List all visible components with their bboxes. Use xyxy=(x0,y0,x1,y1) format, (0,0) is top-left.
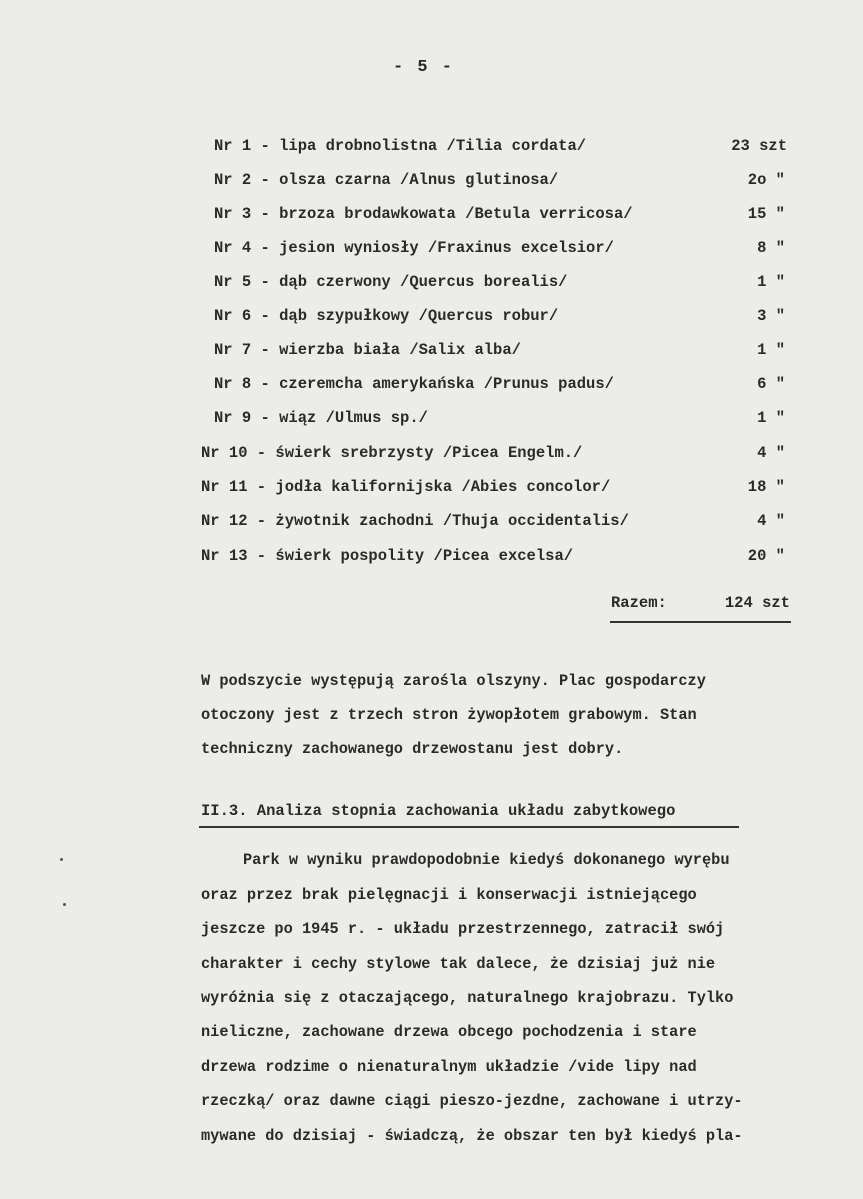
paragraph-text: rzeczką/ oraz dawne ciągi pieszo-jezdne, zachowane i utrzy- xyxy=(201,1092,743,1110)
inventory-item-label: Nr 13 - świerk pospolity /Picea excelsa/ xyxy=(201,547,574,565)
inventory-item-label: Nr 11 - jodła kalifornijska /Abies concolor/ xyxy=(201,478,611,496)
inventory-item-label: Nr 6 - dąb szypułkowy /Quercus robur/ xyxy=(214,307,559,325)
paragraph-text: W podszycie występują zarośla olszyny. Plac gospodarczy xyxy=(201,672,706,690)
inventory-item-label: Nr 12 - żywotnik zachodni /Thuja occidentalis/ xyxy=(201,512,629,530)
inventory-item-label: Nr 1 - lipa drobnolistna /Tilia cordata/ xyxy=(214,137,587,155)
inventory-row xyxy=(0,547,863,575)
inventory-item-qty: 20 " xyxy=(747,547,785,565)
total-value: 124 szt xyxy=(724,594,790,612)
paragraph-text: mywane do dzisiaj - świadczą, że obszar ten był kiedyś pla- xyxy=(201,1127,743,1145)
paragraph-text: wyróżnia się z otaczającego, naturalnego krajobrazu. Tylko xyxy=(201,989,734,1007)
margin-dot xyxy=(63,903,66,906)
section-heading: II.3. Analiza stopnia zachowania układu zabytkowego xyxy=(201,802,676,820)
inventory-item-label: Nr 2 - olsza czarna /Alnus glutinosa/ xyxy=(214,171,559,189)
inventory-row xyxy=(0,341,863,369)
inventory-row xyxy=(0,239,863,267)
inventory-item-qty: 4 " xyxy=(757,512,785,530)
paragraph-text: otoczony jest z trzech stron żywopłotem grabowym. Stan xyxy=(201,706,697,724)
inventory-row xyxy=(0,137,863,165)
inventory-item-qty: 1 " xyxy=(757,409,785,427)
paragraph-text: oraz przez brak pielęgnacji i konserwacji istniejącego xyxy=(201,886,697,904)
inventory-item-label: Nr 5 - dąb czerwony /Quercus borealis/ xyxy=(214,273,568,291)
inventory-item-qty: 4 " xyxy=(757,444,785,462)
inventory-item-qty: 1 " xyxy=(757,273,785,291)
inventory-item-qty: 2o " xyxy=(747,171,785,189)
inventory-row xyxy=(0,307,863,335)
total-row xyxy=(0,594,863,622)
inventory-row xyxy=(0,205,863,233)
inventory-item-qty: 8 " xyxy=(757,239,785,257)
paragraph-text: techniczny zachowanego drzewostanu jest dobry. xyxy=(201,740,624,758)
paragraph-text: charakter i cechy stylowe tak dalece, że dzisiaj już nie xyxy=(201,955,716,973)
inventory-item-qty: 18 " xyxy=(747,478,785,496)
inventory-row xyxy=(0,273,863,301)
inventory-item-label: Nr 10 - świerk srebrzysty /Picea Engelm./ xyxy=(201,444,583,462)
inventory-item-label: Nr 3 - brzoza brodawkowata /Betula verricosa/ xyxy=(214,205,633,223)
paragraph-text: nieliczne, zachowane drzewa obcego pochodzenia i stare xyxy=(201,1023,697,1041)
inventory-item-label: Nr 4 - jesion wyniosły /Fraxinus excelsior/ xyxy=(214,239,614,257)
inventory-row xyxy=(0,409,863,437)
inventory-row xyxy=(0,444,863,472)
inventory-item-qty: 3 " xyxy=(757,307,785,325)
margin-dot xyxy=(60,858,63,861)
inventory-item-label: Nr 9 - wiąz /Ulmus sp./ xyxy=(214,409,428,427)
inventory-row xyxy=(0,478,863,506)
inventory-item-qty: 15 " xyxy=(747,205,785,223)
inventory-item-qty: 6 " xyxy=(757,375,785,393)
inventory-row xyxy=(0,375,863,403)
total-underline xyxy=(610,621,791,623)
paragraph-text: jeszcze po 1945 r. - układu przestrzennego, zatracił swój xyxy=(201,920,725,938)
inventory-item-qty: 23 szt xyxy=(731,137,787,155)
inventory-row xyxy=(0,512,863,540)
total-label: Razem: xyxy=(611,594,667,612)
paragraph-text: Park w wyniku prawdopodobnie kiedyś dokonanego wyrębu xyxy=(243,851,730,869)
inventory-row xyxy=(0,171,863,199)
inventory-item-label: Nr 8 - czeremcha amerykańska /Prunus padus/ xyxy=(214,375,614,393)
paragraph-text: drzewa rodzime o nienaturalnym układzie /vide lipy nad xyxy=(201,1058,697,1076)
inventory-item-label: Nr 7 - wierzba biała /Salix alba/ xyxy=(214,341,521,359)
page-number: - 5 - xyxy=(393,58,455,77)
heading-underline xyxy=(199,826,739,828)
inventory-item-qty: 1 " xyxy=(757,341,785,359)
